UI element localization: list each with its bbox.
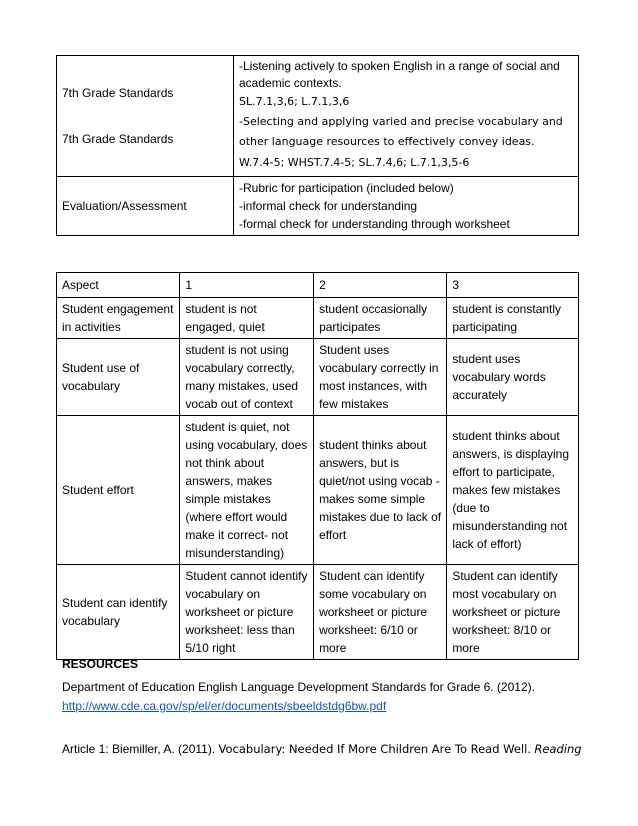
standards-table xyxy=(56,55,579,236)
rubric-cell: Student cannot identify vocabulary on worksheet or picture worksheet: less than 5/10 right xyxy=(180,565,314,660)
rubric-cell: student is quiet, not using vocabulary, does not think about answers, makes simple mistakes (where effort would make it correct- not misunderstanding) xyxy=(180,416,314,565)
rubric-header: 3 xyxy=(447,273,579,298)
standards-label: 7th Grade Standards xyxy=(62,132,174,146)
rubric-aspect: Student use of vocabulary xyxy=(57,339,180,416)
article-prefix: Article 1: Biemiller, A. (2011). xyxy=(62,742,219,756)
standards-label-cell xyxy=(57,56,234,177)
resources-heading: RESOURCES xyxy=(62,657,139,671)
rubric-cell: student thinks about answers, but is quiet/not using vocab - makes some simple mistakes due to lack of effort xyxy=(314,416,447,565)
rubric-row xyxy=(57,298,579,339)
resource-link[interactable]: http://www.cde.ca.gov/sp/el/er/documents/sbeeldstdg6bw.pdf xyxy=(62,699,387,713)
rubric-aspect: Student effort xyxy=(57,416,180,565)
standards-codes: SL.7.1,3,6; L.7.1,3,6 xyxy=(239,95,350,108)
rubric-cell: Student can identify some vocabulary on worksheet or picture worksheet: 6/10 or more xyxy=(314,565,447,660)
rubric-header: Aspect xyxy=(57,273,180,298)
resource-citation: Department of Education English Language Development Standards for Grade 6. (2012). xyxy=(62,680,535,694)
rubric-header-row xyxy=(57,273,579,298)
rubric-cell: student occasionally participates xyxy=(314,298,447,339)
standards-label: 7th Grade Standards xyxy=(62,86,174,100)
standards-codes: W.7.4-5; WHST.7.4-5; SL.7.4,6; L.7.1,3,5-6 xyxy=(239,156,470,169)
rubric-cell: student thinks about answers, is displaying effort to participate, makes few mistakes (due to misunderstanding not lack of effort) xyxy=(447,416,579,565)
assessment-row xyxy=(57,177,579,236)
rubric-cell: student is constantly participating xyxy=(447,298,579,339)
standards-detail-line: -Listening actively to spoken English in a range of social and academic contexts. xyxy=(239,59,560,90)
assessment-line: -informal check for understanding xyxy=(239,199,418,213)
assessment-label: Evaluation/Assessment xyxy=(57,177,234,236)
assessment-detail-cell xyxy=(234,177,579,236)
article-title: Vocabulary: Needed If More Children Are To Read Well. xyxy=(218,742,532,756)
assessment-line: -formal check for understanding through worksheet xyxy=(239,217,510,231)
standards-row xyxy=(57,56,579,177)
assessment-line: -Rubric for participation (included below) xyxy=(239,181,454,195)
rubric-row xyxy=(57,416,579,565)
rubric-row xyxy=(57,339,579,416)
rubric-cell: student is not engaged, quiet xyxy=(180,298,314,339)
rubric-aspect: Student engagement in activities xyxy=(57,298,180,339)
rubric-cell: student uses vocabulary words accurately xyxy=(447,339,579,416)
rubric-cell: Student can identify most vocabulary on worksheet or picture worksheet: 8/10 or more xyxy=(447,565,579,660)
standards-detail-line: -Selecting and applying varied and precise vocabulary and other language resources to effectively convey ideas. xyxy=(239,115,563,148)
rubric-table xyxy=(56,272,579,660)
rubric-header: 1 xyxy=(180,273,314,298)
article-journal: Reading xyxy=(534,742,582,756)
standards-detail-cell xyxy=(234,56,579,177)
rubric-row xyxy=(57,565,579,660)
rubric-cell: Student uses vocabulary correctly in most instances, with few mistakes xyxy=(314,339,447,416)
article-citation xyxy=(62,740,582,758)
rubric-header: 2 xyxy=(314,273,447,298)
rubric-aspect: Student can identify vocabulary xyxy=(57,565,180,660)
rubric-cell: student is not using vocabulary correctly, many mistakes, used vocab out of context xyxy=(180,339,314,416)
